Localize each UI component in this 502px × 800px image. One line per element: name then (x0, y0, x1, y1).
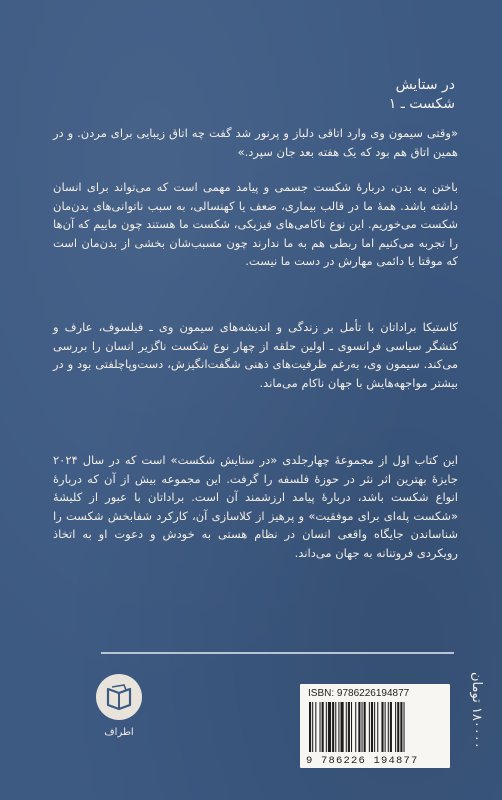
description-text-2: کاستیکا براداتان با تأمل بر زندگی و اندیشه‌های سیمون وی ـ فیلسوف، عارف و کنشگر سیاسی فرانسوی ـ اولین حلقه از چهار نوع شکست ناگزیر انسان را بررسی می‌کند. سیمون وی، به‌رغم ظرفیت‌های ذهنی شگفت‌انگیزش، دست‌وپاچلفتی بود و در بیشتر مواجهه‌هایش با جهان ناکام می‌ماند. (53, 320, 458, 390)
barcode-bar (346, 702, 347, 752)
barcode-bar (322, 702, 324, 752)
series-title (255, 76, 455, 114)
series-title-line1: در ستایش (395, 77, 455, 93)
description-text-3: این کتاب اول از مجموعهٔ چهارجلدی «در ستایش شکست» است که در سال ۲۰۲۴ جایزهٔ بهترین اثر نثر در حوزهٔ فلسفه را گرفت. این مجموعه بیش از آن که دربارهٔ انواع شکست باشد، دربارهٔ پیامد ارزشمند آن است. براداتان با عبور از کلیشهٔ «شکست پله‌ای برای موفقیت» و پرهیز از کلاسازی آن، کارکرد شفابخش شکست را شناساندن جایگاه واقعی انسان در نظام هستی به خودش و دعوت او به اتخاذ رویکردی فروتنانه به جهان می‌داند. (53, 453, 458, 560)
barcode-digits: 9 786226 194877 (306, 755, 419, 767)
barcode-bar (385, 702, 386, 752)
barcode-bar (381, 702, 383, 752)
barcode-bar (309, 702, 311, 752)
barcode-bar (328, 702, 331, 752)
barcode-bar (371, 702, 373, 752)
quote-text: «وقتی سیمون وی وارد اتاقی دلباز و پرنور شد گفت چه اتاق زیبایی برای مردن. و در همین اتاق هم بود که یک هفته بعد جان سپرد.» (53, 126, 458, 159)
barcode-bar (374, 702, 375, 752)
barcode-bar (395, 702, 396, 752)
barcode-bar (397, 702, 399, 752)
barcode-bar (377, 702, 378, 752)
barcode-bar (338, 702, 339, 752)
barcode-bar (388, 702, 389, 752)
barcode-bar (400, 702, 402, 752)
barcode-bar (341, 702, 344, 752)
isbn-text: ISBN: 9786226194877 (308, 688, 410, 699)
barcode-bar (348, 702, 350, 752)
publisher-logo (96, 674, 142, 720)
barcode-bar (369, 702, 370, 752)
description-paragraph-2 (53, 318, 458, 392)
quote-paragraph (53, 124, 458, 161)
barcode-bar (332, 702, 334, 752)
barcode-bar (390, 702, 392, 752)
barcode-bar (326, 702, 327, 752)
barcode-bar (320, 702, 321, 752)
description-text-1: باختن به بدن، دربارهٔ شکست جسمی و پیامد مهمی است که می‌تواند برای انسان داشته باشد. همهٔ ما در قالب بیماری، ضعف یا کهنسالی، به سبب ناتوانی‌های بدن‌مان شکست می‌خوریم. این نوع ناکامی‌های فیزیکی، شکست ما هستند چون ماییم که آن‌ها را تجربه می‌کنیم اما ربطی هم به ما ندارند چون مسبب‌شان بخشی از بدن‌مان است که موقتا یا دائمی مهارش در دست ما نیست. (53, 180, 458, 268)
barcode-bar (335, 702, 336, 752)
barcode-image (307, 702, 443, 754)
price-label: ۱۸۰۰۰۰ تومان (469, 671, 484, 749)
description-paragraph-3 (53, 451, 458, 562)
publisher-name: اطراف (104, 727, 134, 738)
barcode-label (300, 684, 450, 768)
barcode-bar (358, 702, 360, 752)
series-title-line2: شکست ـ ۱ (388, 96, 455, 112)
book-icon (96, 674, 142, 720)
barcode-bar (351, 702, 352, 752)
description-paragraph-1 (53, 178, 458, 271)
barcode-bar (364, 702, 366, 752)
barcode-bar (404, 702, 405, 752)
barcode-bar (355, 702, 356, 752)
barcode-bar (362, 702, 363, 752)
divider-line (101, 652, 454, 654)
barcode-bar (315, 702, 316, 752)
barcode-bar (312, 702, 313, 752)
